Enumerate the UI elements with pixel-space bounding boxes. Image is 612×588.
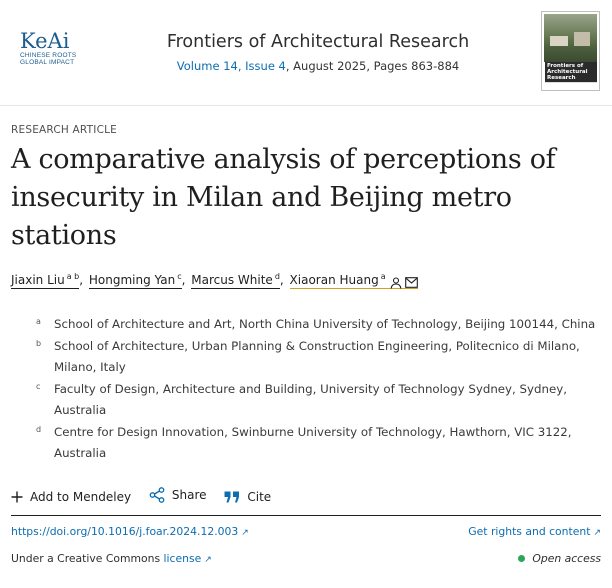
date-pages: , August 2025, Pages 863-884 <box>285 59 460 73</box>
share-label: Share <box>171 488 207 502</box>
rights-and-content-link[interactable] <box>468 525 601 538</box>
affiliation-text: Centre for Design Innovation, Swinburne University of Technology, Hawthorn, VIC 3122, Australia <box>54 424 572 460</box>
envelope-icon[interactable] <box>405 277 418 288</box>
affiliation-text: Faculty of Design, Architecture and Building, University of Technology Sydney, Sydney, Australia <box>54 381 567 417</box>
logo-tagline-2: GLOBAL IMPACT <box>20 59 75 66</box>
creative-commons-note <box>11 552 212 565</box>
mendeley-label: Add to Mendeley <box>30 490 132 504</box>
affiliation-list <box>36 314 606 465</box>
cite-label: Cite <box>247 490 272 504</box>
article-type: RESEARCH ARTICLE <box>11 124 117 136</box>
affiliation-text: School of Architecture, Urban Planning & Construction Engineering, Politecnico di Milano, Milano, Italy <box>54 338 580 374</box>
journal-header <box>0 0 612 106</box>
affiliation-mark: c <box>36 381 41 391</box>
keai-logo[interactable] <box>20 30 80 66</box>
journal-meta <box>120 59 516 73</box>
author-affil-marks: a <box>380 272 386 281</box>
author-affil-marks: a b <box>66 272 80 281</box>
open-access-label: Open access <box>532 552 601 565</box>
author-name: Jiaxin Liu <box>11 273 65 287</box>
quote-icon <box>224 491 240 503</box>
external-link-icon: ↗ <box>593 528 601 538</box>
cover-footer <box>545 82 597 88</box>
doi-link[interactable] <box>11 525 249 538</box>
rights-text: Get rights and content <box>468 525 591 538</box>
author-name: Hongming Yan <box>88 273 176 287</box>
cite-button[interactable] <box>224 490 271 504</box>
author-list: Jiaxin Liu $^{a b}$, Hongming Yan $^c$, Marcus White $^d$, Xiaoran Huang $^a$ <box>11 272 418 289</box>
affiliation-item <box>36 422 606 465</box>
author-xiaoran-huang[interactable] <box>290 273 419 289</box>
volume-issue-link[interactable]: Volume 14, Issue 4 <box>176 59 286 73</box>
author-affil-marks: c <box>177 272 182 281</box>
share-button[interactable] <box>149 487 207 503</box>
cc-license-link[interactable]: license <box>163 552 202 565</box>
open-access-badge <box>518 552 601 565</box>
section-divider <box>11 515 601 516</box>
affiliation-mark: d <box>36 424 42 434</box>
external-link-icon: ↗ <box>204 555 212 565</box>
cover-title: Frontiers of Architectural Research <box>545 62 597 82</box>
doi-text: https://doi.org/10.1016/j.foar.2024.12.003 <box>11 525 239 538</box>
author-hongming-yan[interactable] <box>89 273 182 289</box>
add-to-mendeley-button[interactable] <box>11 490 131 504</box>
cover-image <box>544 14 597 62</box>
author-affil-marks: d <box>274 272 280 281</box>
cc-prefix: Under a Creative Commons <box>11 552 164 565</box>
journal-info <box>120 32 516 73</box>
logo-tagline-1: CHINESE ROOTS <box>20 52 77 59</box>
author-name: Xiaoran Huang <box>289 273 379 287</box>
affiliation-mark: a <box>36 317 41 326</box>
article-actions <box>11 487 285 506</box>
journal-cover-thumbnail[interactable] <box>541 11 600 91</box>
external-link-icon: ↗ <box>241 528 249 538</box>
author-name: Marcus White <box>191 273 273 287</box>
person-icon <box>390 277 402 289</box>
author-marcus-white[interactable] <box>191 273 280 289</box>
affiliation-item <box>36 314 606 336</box>
affiliation-item <box>36 379 606 422</box>
share-icon <box>149 487 165 503</box>
plus-icon <box>11 491 23 503</box>
affiliation-item <box>36 336 606 379</box>
article-title: A comparative analysis of perceptions of insecurity in Milan and Beijing metro stations <box>11 144 556 251</box>
logo-wordmark: KeAi <box>20 29 70 53</box>
journal-title-link[interactable]: Frontiers of Architectural Research <box>166 32 470 52</box>
open-access-dot-icon <box>518 555 525 562</box>
affiliation-mark: b <box>36 338 42 348</box>
affiliation-text: School of Architecture and Art, North China University of Technology, Beijing 100144, China <box>54 317 596 331</box>
author-jiaxin-liu[interactable] <box>11 273 79 289</box>
